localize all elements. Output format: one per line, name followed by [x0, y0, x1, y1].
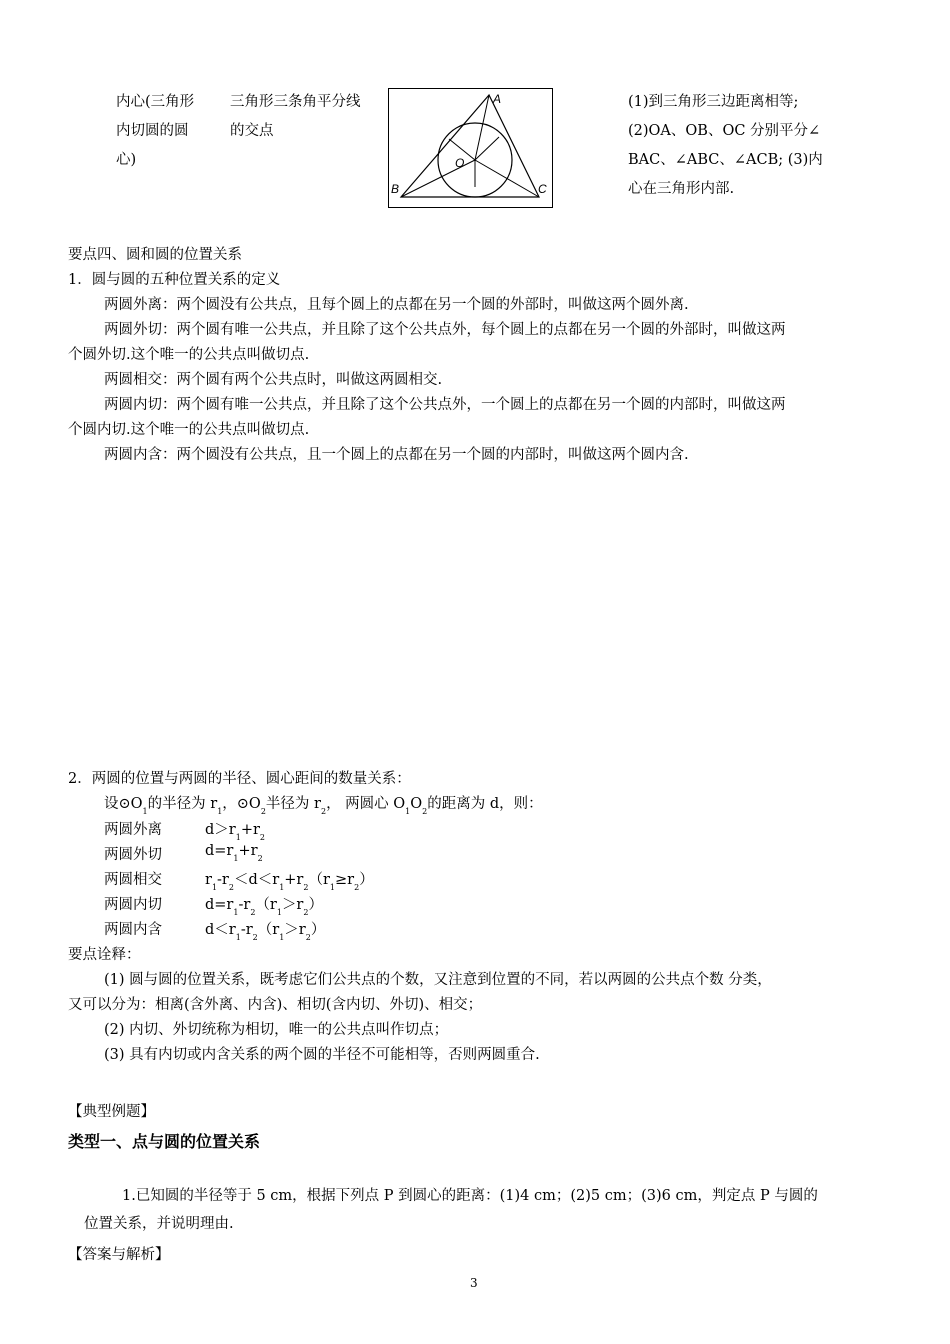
table-col3	[628, 88, 823, 204]
table-col2-line: 三角形三条角平分线	[230, 94, 361, 110]
label-a: A	[493, 92, 502, 106]
table-col1	[116, 88, 194, 175]
page-number: 3	[470, 1276, 478, 1290]
relation-row: 两圆相交 $r_1-r_2<d<r_1+r_2(r_1\ge r_2)$	[104, 872, 374, 892]
section4-sub1: 1．圆与圆的五种位置关系的定义	[68, 272, 281, 288]
def-contain: 两圆内含：两个圆没有公共点，且一个圆上的点都在另一个圆的内部时，叫做这两个圆内含.	[104, 447, 689, 463]
def-int-tangent-1: 两圆内切：两个圆有唯一公共点，并且除了这个公共点外，一个圆上的点都在另一个圆的内部时，叫做这两	[104, 397, 786, 413]
label-c: C	[538, 182, 547, 196]
def-intersect: 两圆相交：两个圆有两个公共点时，叫做这两圆相交.	[104, 372, 443, 388]
def-outside: 两圆外离：两个圆没有公共点，且每个圆上的点都在另一个圆的外部时，叫做这两个圆外离.	[104, 297, 689, 313]
def-ext-tangent-2: 个圆外切.这个唯一的公共点叫做切点.	[68, 347, 310, 363]
table-col1-line: 内心(三角形	[116, 94, 195, 110]
relation-row: 两圆内含 $d<r_1-r_2(r_1>r_2)$	[104, 922, 326, 942]
table-col2-line: 的交点	[230, 123, 274, 139]
note-heading: 要点诠释：	[68, 947, 141, 963]
def-ext-tangent-1: 两圆外切：两个圆有唯一公共点，并且除了这个公共点外，每个圆上的点都在另一个圆的外部时，叫做这两	[104, 322, 786, 338]
section4-heading: 要点四、圆和圆的位置关系	[68, 247, 242, 263]
table-col2	[230, 88, 361, 146]
note-1a: (1) 圆与圆的位置关系，既考虑它们公共点的个数，又注意到位置的不同，若以两圆的公共点个数 分类，	[104, 972, 772, 988]
type1-heading: 类型一、点与圆的位置关系	[68, 1132, 261, 1151]
setup-line: 设$⊙O_1$的半径为 $r_1$，$⊙O_2$半径为 $r_2$， 两圆心 $O_1O_2$的距离为 d，则：	[104, 796, 543, 816]
incircle-figure	[388, 88, 553, 208]
note-1b: 又可以分为：相离(含外离、内含)、相切(含内切、外切)、相交；	[68, 997, 483, 1013]
section2-heading: 2．两圆的位置与两圆的半径、圆心距间的数量关系：	[68, 771, 411, 787]
relation-row: 两圆外切 $d=r_1+r_2$	[104, 843, 263, 863]
table-col1-line: 内切圆的圆	[116, 123, 189, 139]
table-col3-line: (1)到三角形三边距离相等;	[628, 94, 799, 110]
question-1b: 位置关系，并说明理由.	[84, 1216, 234, 1232]
table-col1-line: 心)	[116, 152, 137, 168]
table-col3-line: BAC、∠ABC、∠ACB; (3)内	[628, 152, 823, 168]
note-3: (3) 具有内切或内含关系的两个圆的半径不可能相等，否则两圆重合.	[104, 1047, 540, 1063]
relation-row: 两圆外离 $d>r_1+r_2$	[104, 822, 265, 842]
answer-heading: 【答案与解析】	[68, 1247, 170, 1263]
relation-row: 两圆内切 $d=r_1-r_2(r_1>r_2)$	[104, 897, 323, 917]
note-2: (2) 内切、外切统称为相切，唯一的公共点叫作切点；	[104, 1022, 449, 1038]
label-o: O	[455, 156, 465, 170]
table-col3-line: (2)OA、OB、OC 分别平分∠	[628, 123, 821, 139]
incircle-diagram	[389, 89, 552, 207]
question-1a: 1.已知圆的半径等于 5 cm，根据下列点 P 到圆心的距离：(1)4 cm；(2)5 cm；(3)6 cm，判定点 P 与圆的	[122, 1188, 818, 1204]
label-b: B	[391, 182, 400, 196]
def-int-tangent-2: 个圆内切.这个唯一的公共点叫做切点.	[68, 422, 310, 438]
examples-heading: 【典型例题】	[68, 1104, 155, 1120]
table-col3-line: 心在三角形内部.	[628, 181, 735, 197]
